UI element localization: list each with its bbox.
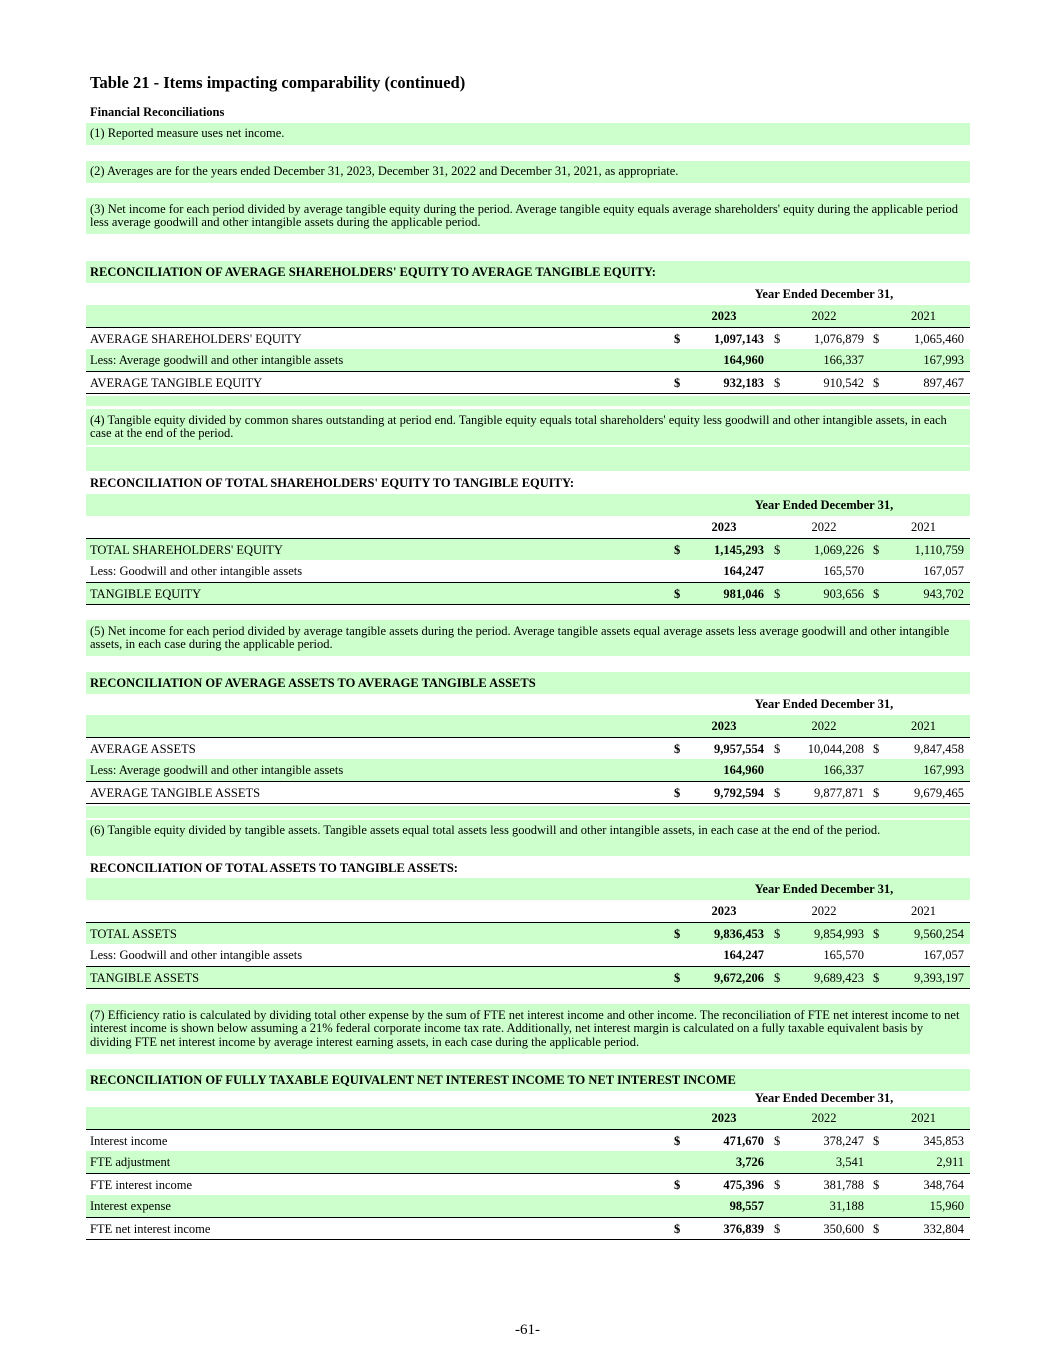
- value-2022: 378,247: [823, 1134, 864, 1148]
- table1-year-row: [86, 305, 970, 327]
- value-2023: 981,046: [723, 587, 764, 601]
- dollar-sign: $: [873, 587, 880, 601]
- value-2022: 910,542: [823, 376, 864, 390]
- dollar-sign: $: [774, 971, 781, 985]
- dollar-sign: $: [774, 1222, 781, 1236]
- row-label: Interest expense: [90, 1199, 171, 1213]
- row-label: AVERAGE TANGIBLE EQUITY: [90, 376, 263, 390]
- table-row: [86, 1217, 970, 1240]
- value-2021: 1,065,460: [914, 332, 964, 346]
- value-2021: 943,702: [923, 587, 964, 601]
- dollar-sign: $: [674, 543, 681, 557]
- table4-period-header-row: [86, 878, 970, 900]
- period-header: Year Ended December 31,: [754, 697, 894, 711]
- row-label: AVERAGE SHAREHOLDERS' EQUITY: [90, 332, 302, 346]
- value-2022: 166,337: [823, 353, 864, 367]
- row-label: Interest income: [90, 1134, 168, 1148]
- value-2021: 345,853: [923, 1134, 964, 1148]
- table3-heading: RECONCILIATION OF AVERAGE ASSETS TO AVERAGE TANGIBLE ASSETS: [86, 672, 970, 694]
- period-header: Year Ended December 31,: [754, 498, 894, 512]
- value-2023: 164,960: [723, 353, 764, 367]
- row-label: TOTAL ASSETS: [90, 927, 177, 941]
- value-2023: 9,792,594: [714, 786, 764, 800]
- dollar-sign: $: [674, 376, 681, 390]
- year-2023: 2023: [711, 904, 737, 918]
- dollar-sign: $: [674, 971, 681, 985]
- dollar-sign: $: [873, 742, 880, 756]
- spacer-band: [86, 447, 970, 471]
- value-2023: 9,957,554: [714, 742, 764, 756]
- dollar-sign: $: [873, 971, 880, 985]
- page-number: -61-: [515, 1322, 540, 1338]
- row-label: AVERAGE ASSETS: [90, 742, 196, 756]
- value-2021: 897,467: [923, 376, 964, 390]
- year-2022: 2022: [811, 520, 837, 534]
- value-2022: 165,570: [823, 564, 864, 578]
- value-2023: 164,247: [723, 564, 764, 578]
- note-6: (6) Tangible equity divided by tangible assets. Tangible assets equal total assets less goodwill and other intangible assets, in each case at the end of the period.: [86, 820, 970, 842]
- value-2022: 381,788: [823, 1178, 864, 1192]
- value-2023: 98,557: [729, 1199, 764, 1213]
- value-2021: 9,560,254: [914, 927, 964, 941]
- table-row: [86, 327, 970, 349]
- table5-period-header-row: [86, 1088, 970, 1108]
- table1-period-header-row: [86, 283, 970, 305]
- value-2021: 9,847,458: [914, 742, 964, 756]
- note-1: (1) Reported measure uses net income.: [86, 123, 970, 145]
- section-subtitle: Financial Reconciliations: [90, 105, 225, 119]
- value-2022: 3,541: [835, 1155, 864, 1169]
- note-2: (2) Averages are for the years ended December 31, 2023, December 31, 2022 and December 31, 2021, as appropriate.: [86, 161, 970, 183]
- year-2023: 2023: [711, 520, 737, 534]
- period-header: Year Ended December 31,: [754, 287, 894, 301]
- value-2021: 167,057: [923, 948, 964, 962]
- value-2021: 167,057: [923, 564, 964, 578]
- value-2022: 1,076,879: [814, 332, 864, 346]
- row-label: Less: Goodwill and other intangible assets: [90, 564, 303, 578]
- table-row: [86, 1151, 970, 1173]
- dollar-sign: $: [674, 927, 681, 941]
- value-2022: 165,570: [823, 948, 864, 962]
- value-2022: 9,854,993: [814, 927, 864, 941]
- table5-heading: RECONCILIATION OF FULLY TAXABLE EQUIVALENT NET INTEREST INCOME TO NET INTEREST INCOME: [86, 1069, 970, 1091]
- table2-year-row: [86, 516, 970, 538]
- year-2021: 2021: [911, 719, 936, 733]
- table5-year-row: [86, 1107, 970, 1129]
- value-2021: 2,911: [936, 1155, 964, 1169]
- value-2023: 471,670: [723, 1134, 764, 1148]
- value-2023: 376,839: [723, 1222, 764, 1236]
- value-2023: 9,836,453: [714, 927, 764, 941]
- value-2023: 3,726: [735, 1155, 764, 1169]
- year-2023: 2023: [711, 1111, 737, 1125]
- dollar-sign: $: [774, 742, 781, 756]
- table3-period-header-row: [86, 693, 970, 715]
- value-2022: 10,044,208: [807, 742, 864, 756]
- spacer-band: [86, 806, 970, 818]
- table2-period-header-row: [86, 494, 970, 516]
- spacer-band: [86, 842, 970, 856]
- dollar-sign: $: [873, 1222, 880, 1236]
- dollar-sign: $: [774, 1134, 781, 1148]
- value-2023: 1,145,293: [714, 543, 764, 557]
- dollar-sign: $: [674, 1178, 681, 1192]
- value-2021: 1,110,759: [914, 543, 964, 557]
- table-row: [86, 349, 970, 371]
- row-label: Less: Goodwill and other intangible assets: [90, 948, 303, 962]
- table-row: [86, 944, 970, 966]
- row-label: FTE interest income: [90, 1178, 193, 1192]
- dollar-sign: $: [674, 1222, 681, 1236]
- value-2021: 348,764: [923, 1178, 964, 1192]
- value-2022: 31,188: [829, 1199, 864, 1213]
- table3-year-row: [86, 715, 970, 737]
- year-2022: 2022: [811, 719, 837, 733]
- value-2021: 9,393,197: [914, 971, 964, 985]
- table-row: [86, 759, 970, 781]
- row-label: Less: Average goodwill and other intangible assets: [90, 353, 344, 367]
- spacer-band: [86, 396, 970, 406]
- value-2021: 167,993: [923, 763, 964, 777]
- year-2021: 2021: [911, 1111, 936, 1125]
- dollar-sign: $: [873, 376, 880, 390]
- value-2022: 350,600: [823, 1222, 864, 1236]
- row-label: FTE adjustment: [90, 1155, 171, 1169]
- year-2021: 2021: [911, 309, 936, 323]
- table-row: [86, 737, 970, 759]
- year-2023: 2023: [711, 309, 737, 323]
- table-row: [86, 538, 970, 560]
- dollar-sign: $: [674, 1134, 681, 1148]
- row-label: TANGIBLE EQUITY: [90, 587, 202, 601]
- dollar-sign: $: [873, 1134, 880, 1148]
- dollar-sign: $: [674, 587, 681, 601]
- table4-heading: RECONCILIATION OF TOTAL ASSETS TO TANGIBLE ASSETS:: [90, 861, 458, 875]
- table-row: [86, 1173, 970, 1195]
- dollar-sign: $: [774, 543, 781, 557]
- table2-heading: RECONCILIATION OF TOTAL SHAREHOLDERS' EQUITY TO TANGIBLE EQUITY:: [90, 476, 575, 490]
- year-2023: 2023: [711, 719, 737, 733]
- value-2021: 15,960: [929, 1199, 964, 1213]
- dollar-sign: $: [774, 587, 781, 601]
- note-5: (5) Net income for each period divided by average tangible assets during the period. Average tangible assets equal average assets less average goodwill and other intangible assets, in each case during the applicable period.: [86, 620, 970, 656]
- dollar-sign: $: [674, 742, 681, 756]
- period-header: Year Ended December 31,: [754, 1091, 894, 1105]
- value-2022: 9,877,871: [814, 786, 864, 800]
- note-4: (4) Tangible equity divided by common shares outstanding at period end. Tangible equity equals total shareholders' equity less goodwill and other intangible assets, in each case at the end of the period.: [86, 409, 970, 445]
- row-label: Less: Average goodwill and other intangible assets: [90, 763, 344, 777]
- dollar-sign: $: [674, 332, 681, 346]
- value-2021: 332,804: [923, 1222, 964, 1236]
- table-row: [86, 922, 970, 944]
- table-row: [86, 371, 970, 394]
- dollar-sign: $: [873, 927, 880, 941]
- year-2021: 2021: [911, 520, 936, 534]
- dollar-sign: $: [873, 1178, 880, 1192]
- note-3: (3) Net income for each period divided by average tangible equity during the period. Average tangible equity equals average shareholders' equity during the applicable period less average goodwill and other intangible assets during the applicable period.: [86, 198, 970, 234]
- table4-year-row: [86, 900, 970, 922]
- row-label: FTE net interest income: [90, 1222, 211, 1236]
- table-row: [86, 582, 970, 605]
- dollar-sign: $: [774, 786, 781, 800]
- dollar-sign: $: [873, 332, 880, 346]
- period-header: Year Ended December 31,: [754, 882, 894, 896]
- row-label: TANGIBLE ASSETS: [90, 971, 200, 985]
- dollar-sign: $: [873, 786, 880, 800]
- year-2022: 2022: [811, 904, 837, 918]
- page-title: Table 21 - Items impacting comparability (continued): [90, 73, 466, 92]
- row-label: AVERAGE TANGIBLE ASSETS: [90, 786, 261, 800]
- value-2022: 903,656: [823, 587, 864, 601]
- value-2021: 167,993: [923, 353, 964, 367]
- dollar-sign: $: [873, 543, 880, 557]
- value-2023: 9,672,206: [714, 971, 764, 985]
- value-2023: 932,183: [723, 376, 764, 390]
- table-row: [86, 1195, 970, 1217]
- value-2023: 1,097,143: [714, 332, 764, 346]
- value-2022: 9,689,423: [814, 971, 864, 985]
- table-row: [86, 781, 970, 804]
- value-2023: 475,396: [723, 1178, 764, 1192]
- value-2021: 9,679,465: [914, 786, 964, 800]
- note-7: (7) Efficiency ratio is calculated by dividing total other expense by the sum of FTE net interest income and other income. The reconciliation of FTE net interest income to net interest income is shown below assuming a 21% federal corporate income tax rate. Additionally, net interest margin is calculated on a fully taxable equivalent basis by dividing FTE net interest income by average interest earning assets, in each case during the applicable period.: [86, 1004, 970, 1054]
- value-2023: 164,960: [723, 763, 764, 777]
- dollar-sign: $: [774, 1178, 781, 1192]
- year-2022: 2022: [811, 1111, 837, 1125]
- table-row: [86, 1129, 970, 1151]
- dollar-sign: $: [674, 786, 681, 800]
- table-row: [86, 966, 970, 989]
- dollar-sign: $: [774, 927, 781, 941]
- table-row: [86, 560, 970, 582]
- table1-heading: RECONCILIATION OF AVERAGE SHAREHOLDERS' EQUITY TO AVERAGE TANGIBLE EQUITY:: [86, 261, 970, 283]
- value-2023: 164,247: [723, 948, 764, 962]
- dollar-sign: $: [774, 376, 781, 390]
- value-2022: 1,069,226: [814, 543, 864, 557]
- year-2021: 2021: [911, 904, 936, 918]
- value-2022: 166,337: [823, 763, 864, 777]
- row-label: TOTAL SHAREHOLDERS' EQUITY: [90, 543, 283, 557]
- year-2022: 2022: [811, 309, 837, 323]
- dollar-sign: $: [774, 332, 781, 346]
